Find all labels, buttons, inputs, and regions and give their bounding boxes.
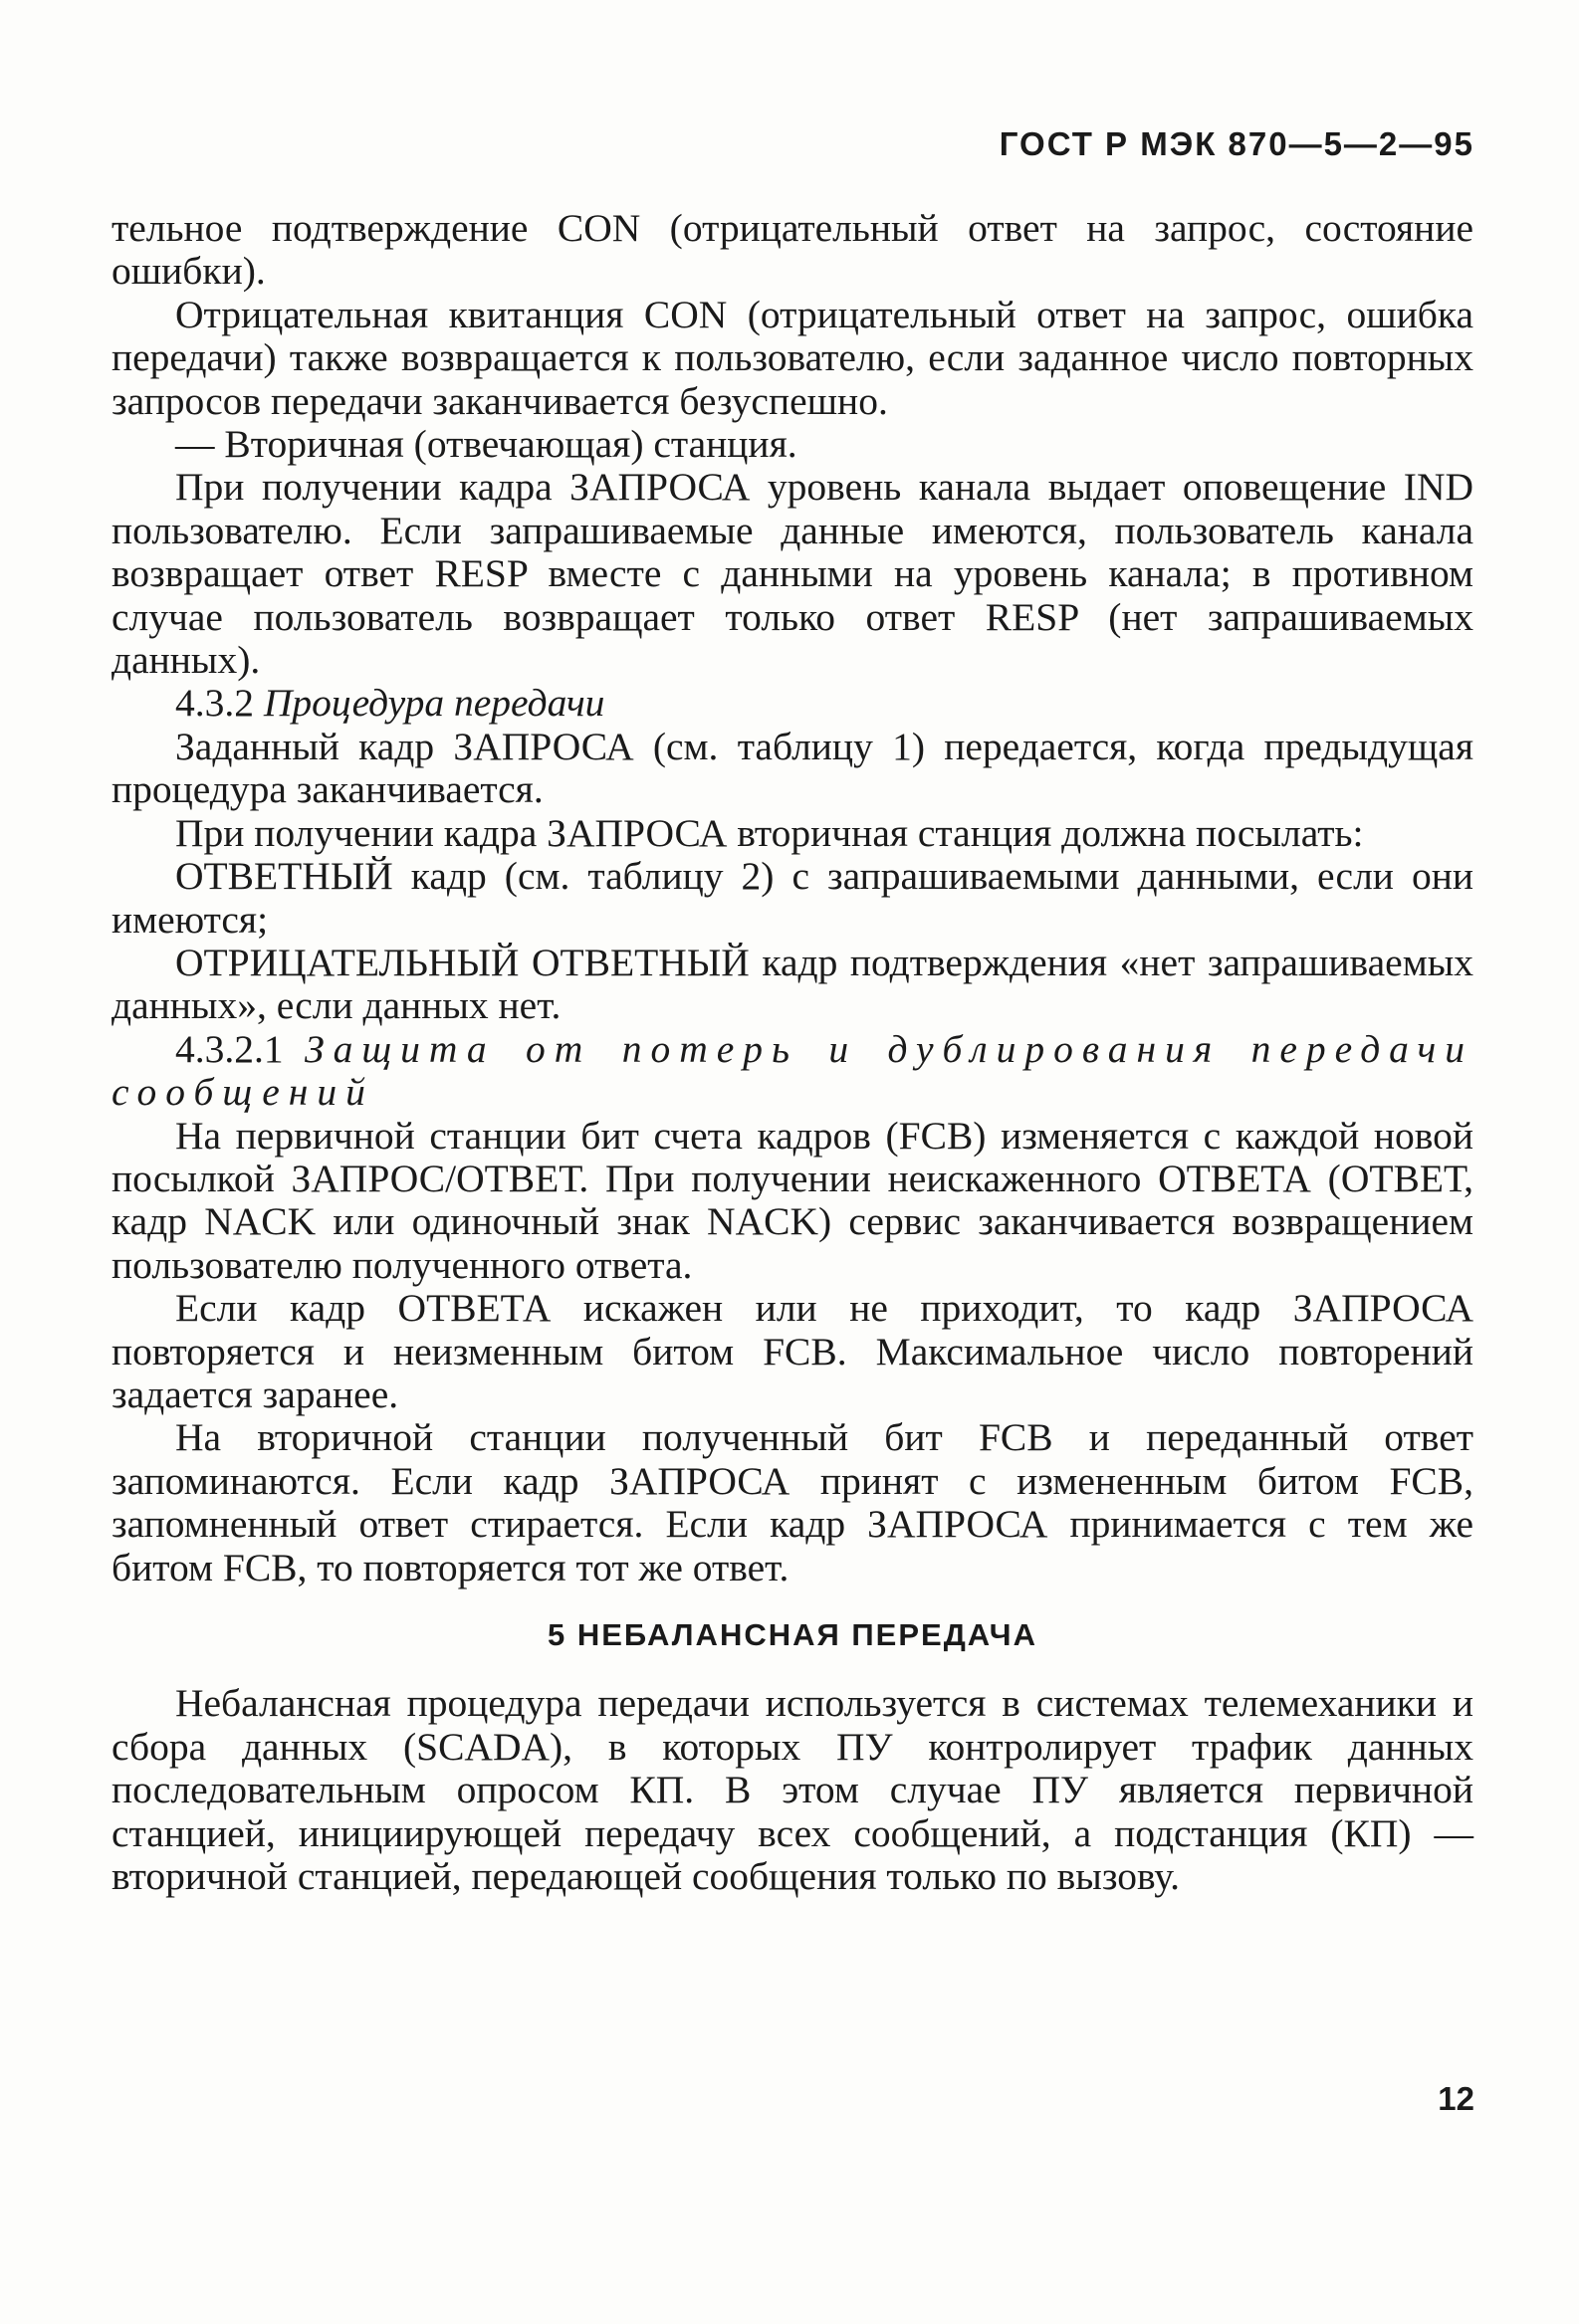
paragraph: При получении кадра ЗАПРОСА вторичная станция должна посылать: <box>175 810 1364 855</box>
document-header: ГОСТ Р МЭК 870—5—2—95 <box>999 125 1474 162</box>
paragraph: Небалансная процедура передачи используется в системах телемеханики и сбора данных (SCADA), в которых ПУ контролирует трафик данных последовательным опросом КП. В этом случае ПУ является первичной станцией, инициирующей передачу всех сообщений, а подстанция (КП) — вторичной станцией, передающей сообщения только по вызову. <box>112 1681 1473 1899</box>
paragraph: Если кадр ОТВЕТА искажен или не приходит, то кадр ЗАПРОСА повторяется и неизменным битом FCB. Максимальное число повторений задается заранее. <box>112 1286 1473 1416</box>
subsection-number: 4.3.2 <box>175 681 254 726</box>
subsection-number: 4.3.2.1 <box>175 1026 284 1071</box>
paragraph: На вторичной станции полученный бит FCB и переданный ответ запоминаются. Если кадр ЗАПРОСА принят с измененным битом FCB, запомненный ответ стирается. Если кадр ЗАПРОСА принимается с тем же битом FCB, то повторяется тот же ответ. <box>112 1415 1473 1589</box>
subsection-heading-4-3-2-1 <box>112 1028 1473 1115</box>
subsection-heading-4-3-2 <box>112 682 1473 725</box>
paragraph: ОТРИЦАТЕЛЬНЫЙ ОТВЕТНЫЙ кадр подтверждения «нет запрашиваемых данных», если данных нет. <box>112 940 1473 1028</box>
subsection-title: Процедура передачи <box>263 681 605 726</box>
paragraph: ОТВЕТНЫЙ кадр (см. таблицу 2) с запрашиваемыми данными, если они имеются; <box>112 854 1473 942</box>
subsection-title: Защита от потерь и дублирования передачи сообщений <box>112 1026 1474 1115</box>
document-body <box>112 207 1473 1898</box>
paragraph: На первичной станции бит счета кадров (FCB) изменяется с каждой новой посылкой ЗАПРОС/ОТВЕТ. При получении неискаженного ОТВЕТА (ОТВЕТ, кадр NACK или одиночный знак NACK) сервис заканчивается возвращением пользователю полученного ответа. <box>112 1113 1473 1287</box>
section-heading-5: 5 НЕБАЛАНСНАЯ ПЕРЕДАЧА <box>548 1617 1037 1652</box>
paragraph: тельное подтверждение CON (отрицательный ответ на запрос, состояние ошибки). <box>112 206 1473 294</box>
paragraph: Заданный кадр ЗАПРОСА (см. таблицу 1) передается, когда предыдущая процедура заканчивается. <box>112 724 1473 812</box>
page-number: 12 <box>1438 2080 1474 2117</box>
paragraph: — Вторичная (отвечающая) станция. <box>175 422 797 467</box>
paragraph: Отрицательная квитанция CON (отрицательный ответ на запрос, ошибка передачи) также возвращается к пользователю, если заданное число повторных запросов передачи заканчивается безуспешно. <box>112 292 1473 423</box>
paragraph: При получении кадра ЗАПРОСА уровень канала выдает оповещение IND пользователю. Если запрашиваемые данные имеются, пользователь канала возвращает ответ RESP вместе с данными на уровень канала; в противном случае пользователь возвращает только ответ RESP (нет запрашиваемых данных). <box>112 465 1473 683</box>
